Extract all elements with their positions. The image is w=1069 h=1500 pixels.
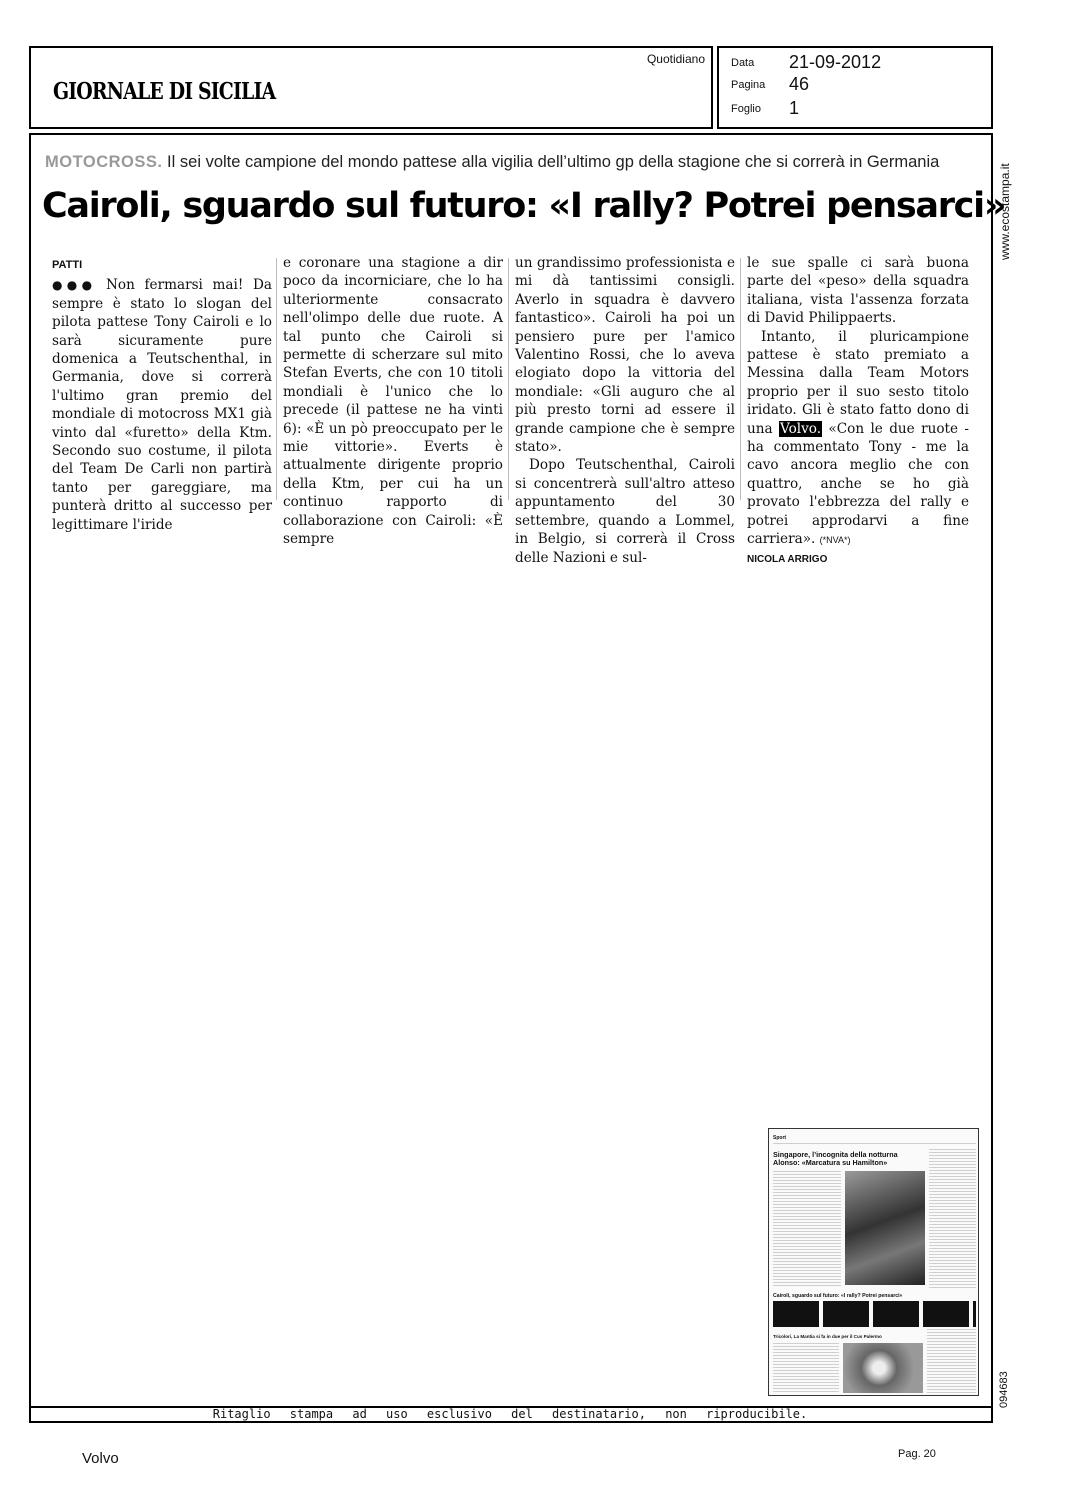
thumbnail-article-band [773,1301,976,1327]
disclaimer: Ritaglio stampa ad uso esclusivo del destinatario, non riproducibile. [212,1407,808,1421]
article-column-2 [283,254,503,549]
highlighted-brand: Volvo. [780,420,822,437]
pagina-value: 46 [789,74,810,94]
thumbnail-section: Sport [773,1135,787,1141]
column-2-text: e coronare una stagione a dir poco da incorniciare, che lo ha ulteriormente consacrato nell'olimpo delle due ruote. A tal punto che Cairoli si permette di scherzare sul mito Stefan Everts, che con 10 titoli mondiali è l'unico che lo precede (il pattese ne ha vinti 6): «È un pò preoccupato per le mie vittorie». Everts è attualmente dirigente proprio della Ktm, per cui ha un continuo rapporto di collaborazione con Cairoli: «È sempre [283,255,503,548]
article-column-4 [747,254,969,569]
column-divider [276,258,277,500]
thumbnail-headline-1: Singapore, l’incognita della notturna Alonso: «Marcatura su Hamilton» [773,1150,898,1167]
data-value: 21-09-2012 [789,52,882,72]
article-column-3 [515,254,735,567]
side-code [998,1360,1012,1408]
column-1-text: Non fermarsi mai! Da sempre è stato lo slogan del pilota pattese Tony Cairoli e lo sarà sicuramente pure domenica a Teutschenthal, in Germania, dove si correrà l'ultimo gran premio del mondiale di motocross MX1 già vinto dal «furetto» della Ktm. Secondo suo costume, il pilota del Team De Carli non partirà tanto per gareggiare, ma punterà dritto al successo per legittimare l'iride [52,277,272,533]
article-column-1 [52,256,272,534]
page-thumbnail [768,1128,979,1396]
footer-client: Volvo [82,1450,119,1467]
column-4-paragraph-1: le sue spalle ci sarà buona parte del «peso» della squadra italiana, vista l'assenza forzata di David Philippaerts. [747,255,969,327]
thumbnail-photo-2 [843,1343,923,1393]
masthead: GIORNALE DI SICILIA [53,78,276,105]
column-3-paragraph-1: un grandissimo professionista e mi dà tantissimi consigli. Averlo in squadra è davvero fantastico». Cairoli ha poi un pensiero pure per l'amico Valentino Rossi, che lo aveva elogiato dopo la vittoria del mondiale: «Gli auguro che al più presto torni ad essere il grande campione che è sempre stato». [515,255,735,456]
foglio-label: Foglio [731,102,761,115]
column-divider [740,258,741,500]
thumbnail-text-block [773,1171,841,1287]
thumbnail-text-block [773,1343,839,1393]
thumbnail-headline-3: Tricolori, La Mantia si fa in due per il Cus Palermo [773,1334,882,1339]
article-kicker [45,153,975,172]
meta-row-foglio [731,98,799,119]
header-masthead-box [29,46,713,129]
column-4-paragraph-2 [747,328,969,550]
footer-page-number: Pag. 20 [898,1448,936,1460]
periodicity-label: Quotidiano [646,52,705,66]
side-code-text: 094683 [998,1371,1010,1408]
kicker-tag: MOTOCROSS. [45,153,163,171]
foglio-value: 1 [789,98,800,118]
header-meta-box [717,46,993,129]
column-divider [508,258,509,500]
thumbnail-photo [845,1171,925,1285]
thumbnail-text-block [927,1329,976,1393]
pagina-label: Pagina [731,78,766,91]
meta-row-data [731,52,881,73]
side-url [998,150,1012,260]
column-3-paragraph-2: Dopo Teutschenthal, Cairoli si concentrerà sull'altro atteso appuntamento del 30 settembre, quando a Lommel, in Belgio, si correrà il Cross delle Nazioni e sul- [515,457,735,566]
article-headline: Cairoli, sguardo sul futuro: «I rally? Potrei pensarci» [42,186,1006,226]
thumbnail-headline-2: Cairoli, sguardo sul futuro: «I rally? Potrei pensarci» [773,1293,903,1299]
column-4-text-a: Intanto, il pluricampione pattese è stato premiato a Messina dalla Team Motors proprio per il suo sesto titolo iridato. Gli è stato fatto dono di una [747,328,969,437]
column-4-text-b: «Con le due ruote - ha commentato Tony - me la cavo ancora meglio che con quattro, anche se ho già provato l'ebbrezza del rally e potrei approdarvi a fine carriera». [747,420,970,548]
author-initials: (*NVA*) [819,535,851,546]
meta-row-pagina [731,74,809,95]
side-url-text: www.ecostampa.it [998,163,1012,260]
thumbnail-rule [773,1143,976,1146]
byline: NICOLA ARRIGO [747,553,828,565]
kicker-text: Il sei volte campione del mondo pattese alla vigilia dell’ultimo gp della stagione che si correrà in Germania [162,153,940,171]
bullet-marks: ●●● [52,278,97,293]
thumbnail-text-block [929,1149,976,1289]
dateline-place: PATTI [52,259,83,271]
data-label: Data [731,56,755,69]
